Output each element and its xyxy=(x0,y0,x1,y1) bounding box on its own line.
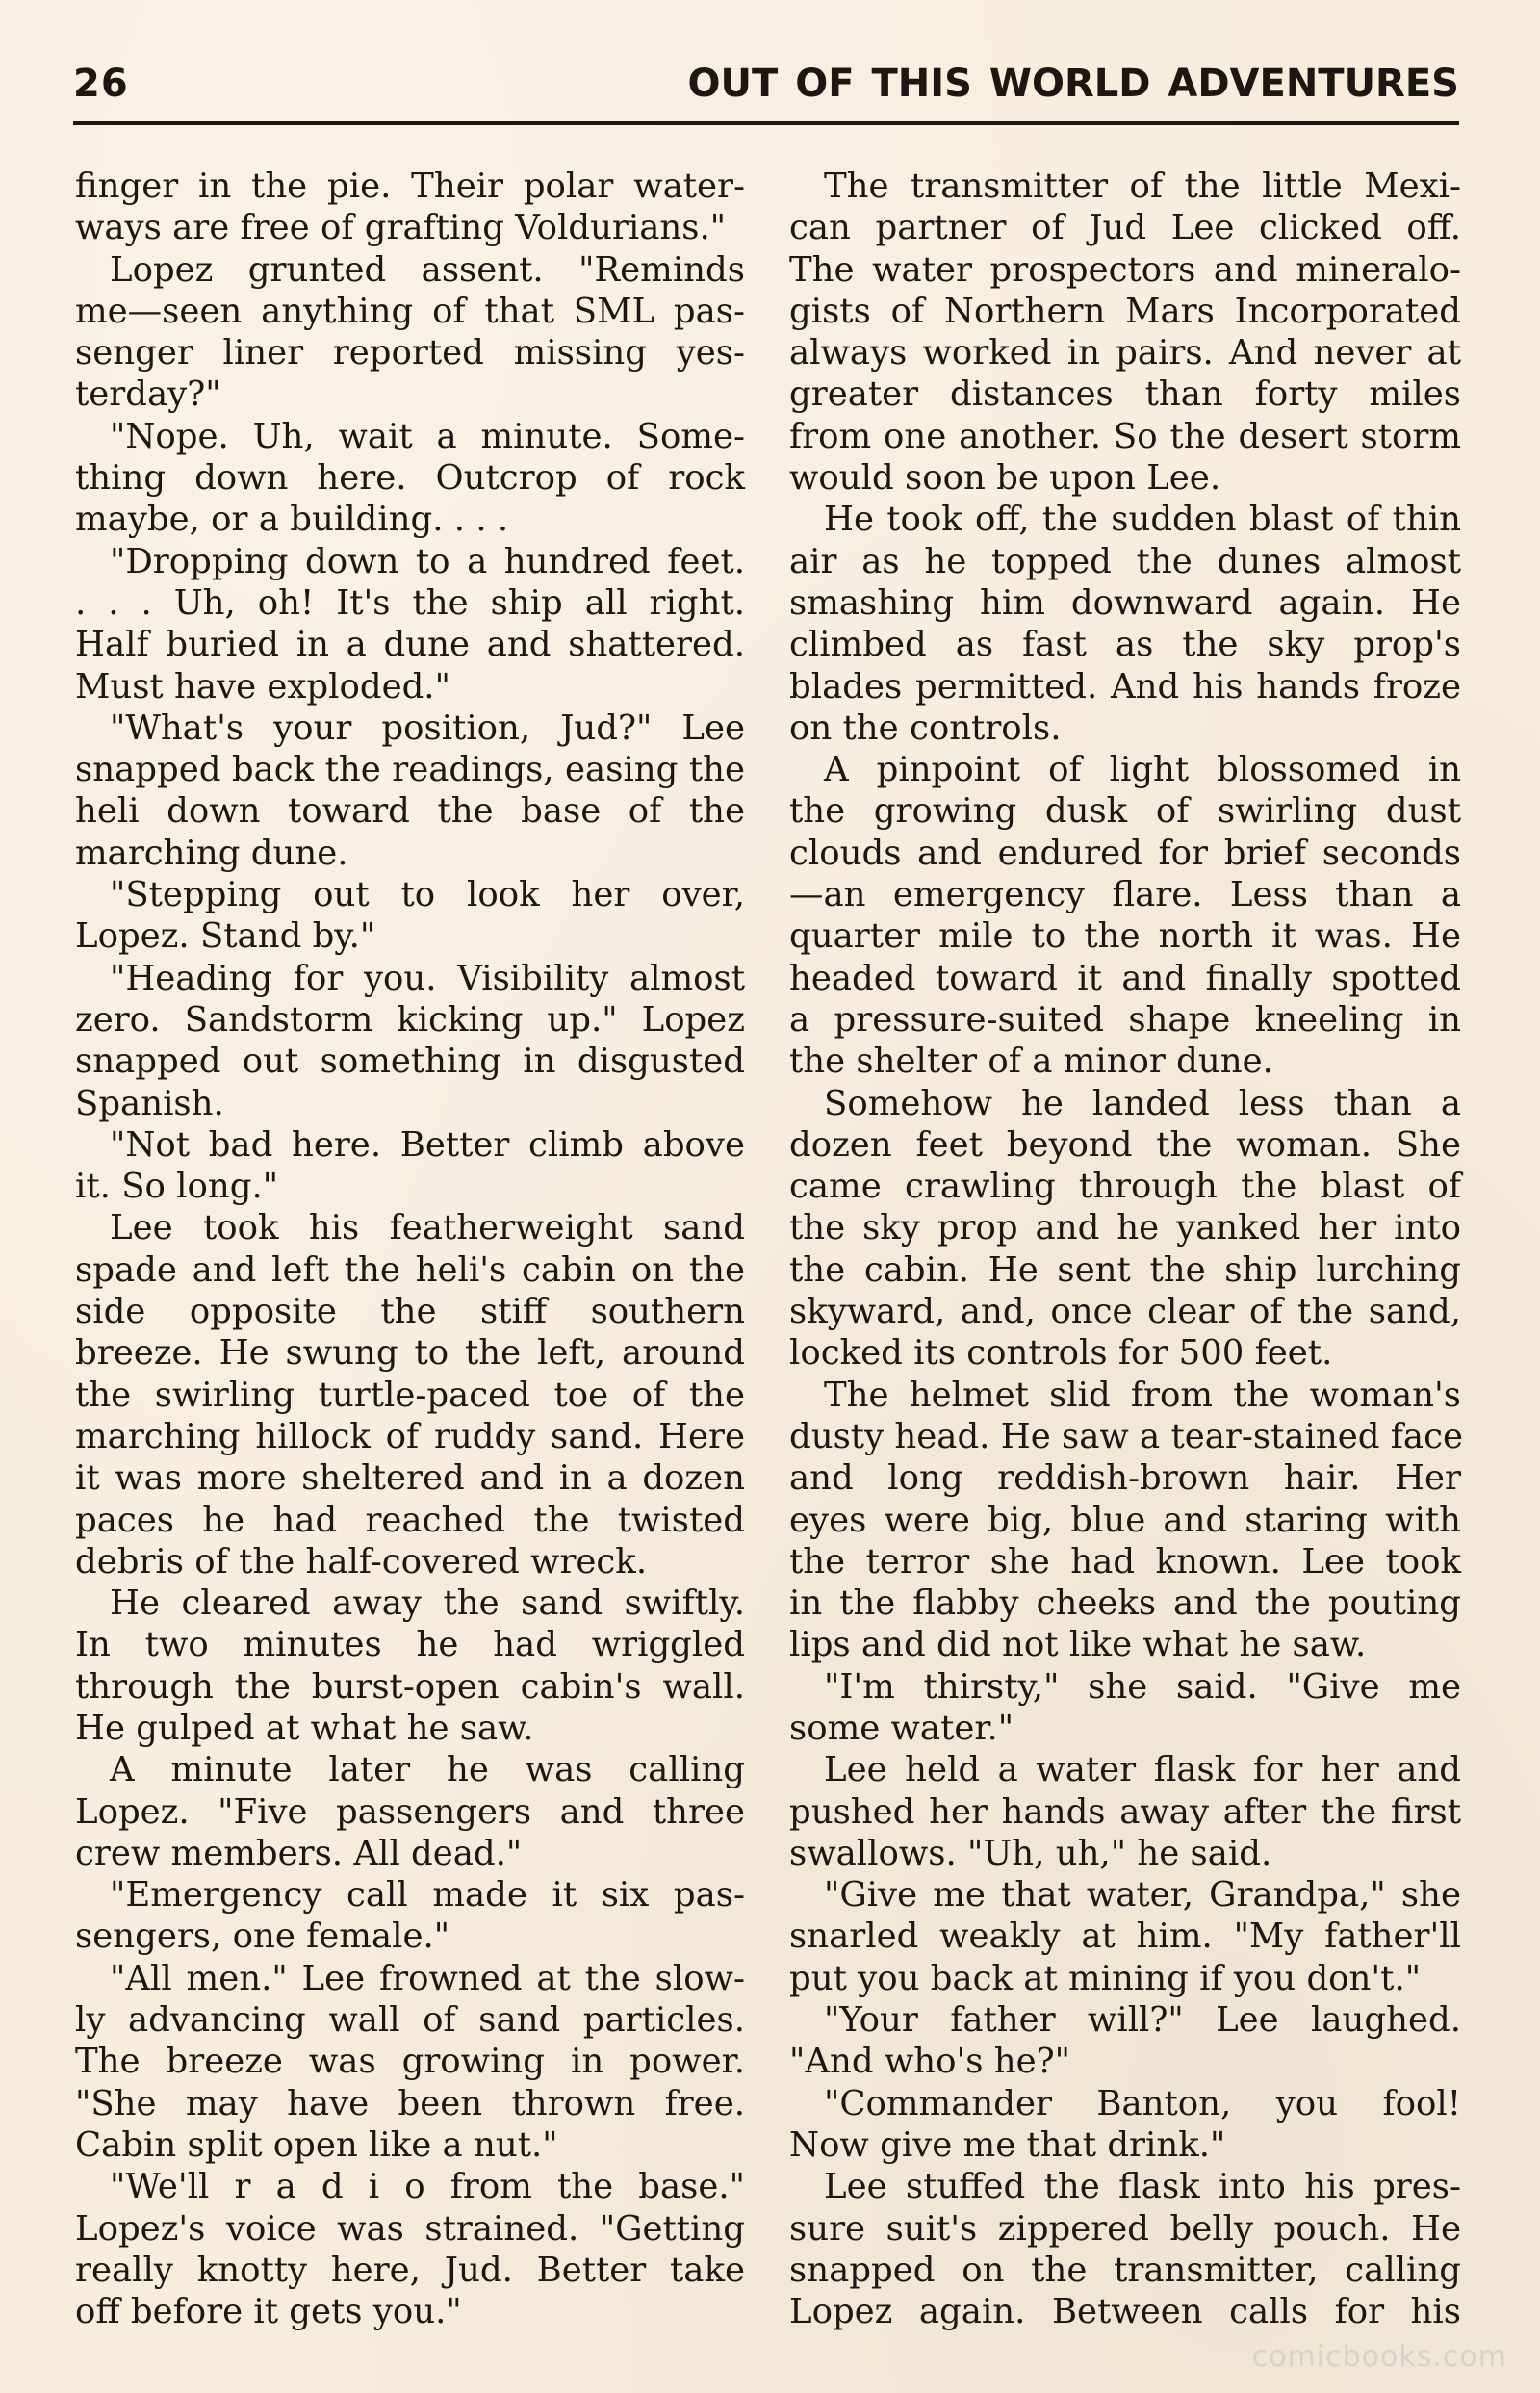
left-text-column xyxy=(75,166,745,2332)
text-line: In two minutes he had wriggled xyxy=(75,1625,745,1665)
text-line: side opposite the stiff southern xyxy=(75,1292,745,1332)
text-line: a pressure-suited shape kneeling in xyxy=(789,999,1461,1040)
text-line: A minute later he was calling xyxy=(110,1750,745,1790)
text-line: Lopez's voice was strained. "Getting xyxy=(75,2208,745,2249)
text-line: He took off, the sudden blast of thin xyxy=(824,500,1461,540)
text-line: in the flabby cheeks and the pouting xyxy=(789,1583,1461,1624)
text-line: greater distances than forty miles xyxy=(789,374,1461,415)
text-line: sengers, one female." xyxy=(75,1917,450,1957)
text-line: "Give me that water, Grandpa," she xyxy=(824,1875,1461,1916)
right-text-column xyxy=(789,166,1461,2332)
text-line: "What's your position, Jud?" Lee xyxy=(110,708,745,748)
text-line: smashing him downward again. He xyxy=(789,582,1461,623)
text-line: "And who's he?" xyxy=(789,2042,1070,2082)
text-line: snapped out something in disgusted xyxy=(75,1042,745,1082)
text-line: He cleared away the sand swiftly. xyxy=(110,1583,745,1624)
text-line: swallows. "Uh, uh," he said. xyxy=(789,1833,1272,1873)
text-line: maybe, or a building. . . . xyxy=(75,500,509,540)
text-line: came crawling through the blast of xyxy=(789,1167,1461,1207)
text-line: "Your father will?" Lee laughed. xyxy=(824,2000,1461,2041)
text-line: Lee took his featherweight sand xyxy=(110,1208,745,1248)
text-line: "Dropping down to a hundred feet. xyxy=(110,541,745,581)
text-line: senger liner reported missing yes- xyxy=(75,333,745,373)
text-line: "Heading for you. Visibility almost xyxy=(110,958,745,998)
text-line: headed toward it and finally spotted xyxy=(789,958,1461,998)
text-line: quarter mile to the north it was. He xyxy=(789,916,1461,957)
text-line: pushed her hands away after the first xyxy=(789,1791,1461,1832)
text-line: zero. Sandstorm kicking up." Lopez xyxy=(75,999,745,1040)
text-line: The transmitter of the little Mexi- xyxy=(824,167,1461,206)
text-line: dozen feet beyond the woman. She xyxy=(789,1124,1461,1165)
text-line: "Emergency call made it six pas- xyxy=(110,1875,745,1916)
text-line: Cabin split open like a nut." xyxy=(75,2124,558,2165)
text-line: "Not bad here. Better climb above xyxy=(110,1124,745,1165)
header-rule xyxy=(73,121,1459,125)
text-line: eyes were big, blue and staring with xyxy=(789,1500,1461,1540)
text-line: can partner of Jud Lee clicked off. xyxy=(789,208,1461,248)
text-line: Somehow he landed less than a xyxy=(824,1083,1461,1123)
text-line: the shelter of a minor dune. xyxy=(789,1042,1273,1082)
text-line: The water prospectors and mineralo- xyxy=(789,249,1461,290)
text-line: it. So long." xyxy=(75,1167,279,1207)
text-line: Lee stuffed the flask into his pres- xyxy=(824,2167,1461,2207)
text-line: spade and left the heli's cabin on the xyxy=(75,1249,745,1290)
text-line: and long reddish-brown hair. Her xyxy=(789,1458,1461,1499)
text-line: Must have exploded." xyxy=(75,666,450,707)
text-line: sure suit's zippered belly pouch. He xyxy=(789,2208,1461,2249)
text-line: "Nope. Uh, wait a minute. Some- xyxy=(110,416,745,456)
text-line: would soon be upon Lee. xyxy=(789,458,1221,499)
text-line: gists of Northern Mars Incorporated xyxy=(789,291,1461,331)
text-line: A pinpoint of light blossomed in xyxy=(824,750,1461,790)
text-line: Half buried in a dune and shattered. xyxy=(75,625,745,665)
page-number: 26 xyxy=(73,62,129,106)
text-line: breeze. He swung to the left, around xyxy=(75,1333,745,1374)
text-line: the sky prop and he yanked her into xyxy=(789,1208,1461,1248)
text-line: marching dune. xyxy=(75,833,348,873)
text-line: The breeze was growing in power. xyxy=(75,2042,745,2082)
text-line: heli down toward the base of the xyxy=(75,791,745,832)
text-line: Spanish. xyxy=(75,1083,224,1123)
text-line: "Commander Banton, you fool! xyxy=(824,2083,1461,2123)
text-line: Lopez again. Between calls for his xyxy=(789,2292,1461,2332)
page-header xyxy=(73,58,1459,117)
text-line: it was more sheltered and in a dozen xyxy=(75,1458,745,1499)
text-line: Lopez. "Five passengers and three xyxy=(75,1791,745,1832)
text-line: from one another. So the desert storm xyxy=(789,416,1461,456)
text-line: Lopez grunted assent. "Reminds xyxy=(110,249,745,290)
text-line: really knotty here, Jud. Better take xyxy=(75,2250,745,2290)
text-line: —an emergency flare. Less than a xyxy=(789,875,1461,915)
text-line: snapped back the readings, easing the xyxy=(75,750,745,790)
text-line: "All men." Lee frowned at the slow- xyxy=(110,1958,745,1998)
text-line: Now give me that drink." xyxy=(789,2124,1226,2165)
text-line: the growing dusk of swirling dust xyxy=(789,791,1461,832)
text-line: "She may have been thrown free. xyxy=(75,2083,745,2123)
text-line: air as he topped the dunes almost xyxy=(789,541,1461,581)
text-line: thing down here. Outcrop of rock xyxy=(75,458,745,499)
text-line: the terror she had known. Lee took xyxy=(789,1541,1461,1582)
text-line: off before it gets you." xyxy=(75,2292,462,2332)
text-line: locked its controls for 500 feet. xyxy=(789,1333,1333,1374)
text-line: always worked in pairs. And never at xyxy=(789,333,1461,373)
text-line: through the burst-open cabin's wall. xyxy=(75,1666,745,1707)
text-line: snarled weakly at him. "My father'll xyxy=(789,1917,1461,1957)
text-line: . . . Uh, oh! It's the ship all right. xyxy=(75,582,745,623)
text-line: the cabin. He sent the ship lurching xyxy=(789,1249,1461,1290)
text-line: clouds and endured for brief seconds xyxy=(789,833,1461,873)
text-line: "I'm thirsty," she said. "Give me xyxy=(824,1666,1461,1707)
text-line: The helmet slid from the woman's xyxy=(824,1375,1461,1415)
text-line: paces he had reached the twisted xyxy=(75,1500,745,1540)
text-line: climbed as fast as the sky prop's xyxy=(789,625,1461,665)
text-line: crew members. All dead." xyxy=(75,1833,523,1873)
text-line: "Stepping out to look her over, xyxy=(110,875,745,915)
text-line: Lee held a water flask for her and xyxy=(824,1750,1461,1790)
text-line: some water." xyxy=(789,1708,1014,1748)
text-line: blades permitted. And his hands froze xyxy=(789,666,1461,707)
text-line: He gulped at what he saw. xyxy=(75,1708,534,1748)
text-line: "We'll r a d i o from the base." xyxy=(110,2167,745,2207)
text-line: on the controls. xyxy=(789,708,1062,748)
running-title: OUT OF THIS WORLD ADVENTURES xyxy=(687,62,1459,106)
text-line: put you back at mining if you don't." xyxy=(789,1958,1422,1998)
text-line: skyward, and, once clear of the sand, xyxy=(789,1292,1461,1332)
text-line: ly advancing wall of sand particles. xyxy=(75,2000,745,2041)
text-line: snapped on the transmitter, calling xyxy=(789,2250,1461,2290)
text-line: terday?" xyxy=(75,374,221,415)
text-line: finger in the pie. Their polar water- xyxy=(75,167,745,206)
text-line: marching hillock of ruddy sand. Here xyxy=(75,1416,745,1456)
text-line: dusty head. He saw a tear-stained face xyxy=(789,1416,1463,1456)
text-line: me—seen anything of that SML pas- xyxy=(75,291,745,331)
text-line: debris of the half-covered wreck. xyxy=(75,1541,648,1582)
text-line: ways are free of grafting Voldurians." xyxy=(75,208,727,248)
text-line: the swirling turtle-paced toe of the xyxy=(75,1375,745,1415)
watermark: comicbooks.com xyxy=(1251,2340,1507,2374)
text-line: Lopez. Stand by." xyxy=(75,916,376,957)
text-line: lips and did not like what he saw. xyxy=(789,1625,1367,1665)
